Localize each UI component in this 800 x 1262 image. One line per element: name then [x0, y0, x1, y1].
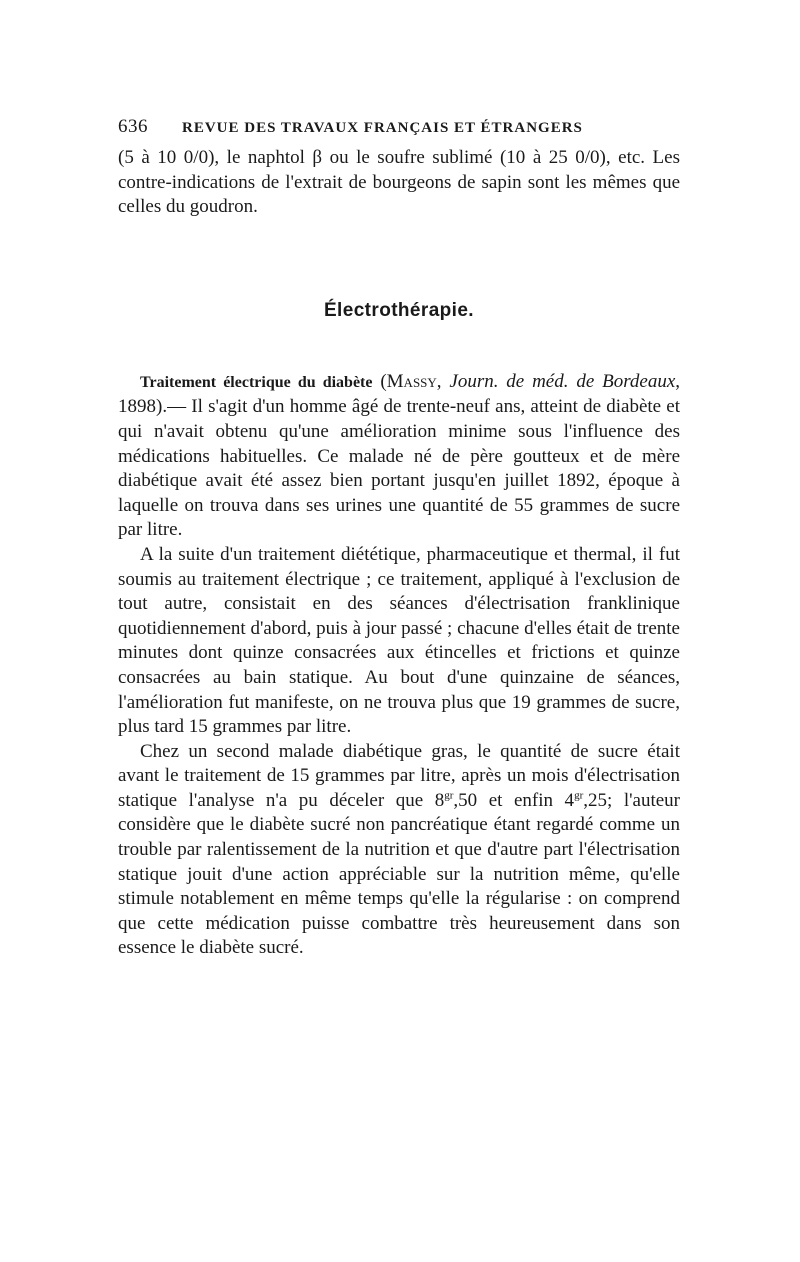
measurement-value-2: ,25	[583, 789, 607, 811]
citation-separator: ,	[436, 370, 450, 392]
paragraph-3-part-3: ; l'auteur considère que le diabète sucré non pancréatique étant regardé comme un trouble par ralentissement de la nutrition et que d'autre part l'électrisation statique jouit d'une action appréciable sur la nutrition même, qu'elle stimule notablement en même temps qu'elle la régularise : on comprend que cette médication puisse combattre très heureusement dans son essence le diabète sucré.	[118, 789, 680, 959]
citation-open: (	[372, 370, 387, 392]
measurement-value-1: ,50	[453, 789, 478, 811]
running-header	[118, 116, 680, 138]
document-page	[118, 116, 680, 961]
page-number: 636	[118, 116, 148, 137]
section-title: Électrothérapie.	[323, 299, 474, 321]
article-paragraph-1	[118, 370, 680, 543]
unit-superscript-1: gr	[444, 789, 454, 802]
paragraph-3-part-1: Chez un second malade diabétique gras, le quantité de sucre était avant le traitement de 15 grammes par litre, après un mois d'électrisation statique l'analyse n'a pu déceler que 8	[118, 740, 680, 811]
paragraph-1-body: Il s'agit d'un homme âgé de trente-neuf ans, atteint de diabète et qui n'avait obtenu qu'une amélioration minime sous l'influence des médications habituelles. Ce malade né de père goutteux et de mère diabétique avait été assez bien portant jusqu'en juillet 1892, époque à laquelle on trouva dans ses urines une quantité de 55 grammes de sucre par litre.	[118, 396, 680, 541]
paragraph-3-part-2: et enfin 4	[477, 789, 575, 811]
intro-paragraph: (5 à 10 0/0), le naphtol β ou le soufre sublimé (10 à 25 0/0), etc. Les contre-indications de l'extrait de bourgeons de sapin sont les mêmes que celles du goudron.	[118, 147, 680, 218]
citation-author: Massy	[386, 370, 437, 392]
article-paragraph-2: A la suite d'un traitement diététique, pharmaceutique et thermal, il fut soumis au traitement électrique ; ce traitement, appliqué à l'exclusion de tout autre, consistait en des séances d'électrisation franklinique quotidiennement d'abord, puis à jour passé ; chacune d'elles était de trente minutes dont quinze consacrées aux étincelles et frictions et quinze consacrées au bain statique. Au bout d'une quinzaine de séances, l'amélioration fut manifeste, on ne trouva plus que 19 grammes de sucre, plus tard 15 grammes par litre.	[118, 543, 680, 738]
running-title: REVUE DES TRAVAUX FRANÇAIS ET ÉTRANGERS	[182, 120, 583, 136]
citation-close: , 1898).—	[118, 370, 681, 418]
unit-superscript-2: gr	[574, 789, 584, 802]
article-lead-title: Traitement électrique du diabète	[140, 373, 373, 391]
article-paragraph-3	[118, 740, 680, 961]
citation-journal: Journ. de méd. de Bordeaux	[449, 370, 676, 392]
